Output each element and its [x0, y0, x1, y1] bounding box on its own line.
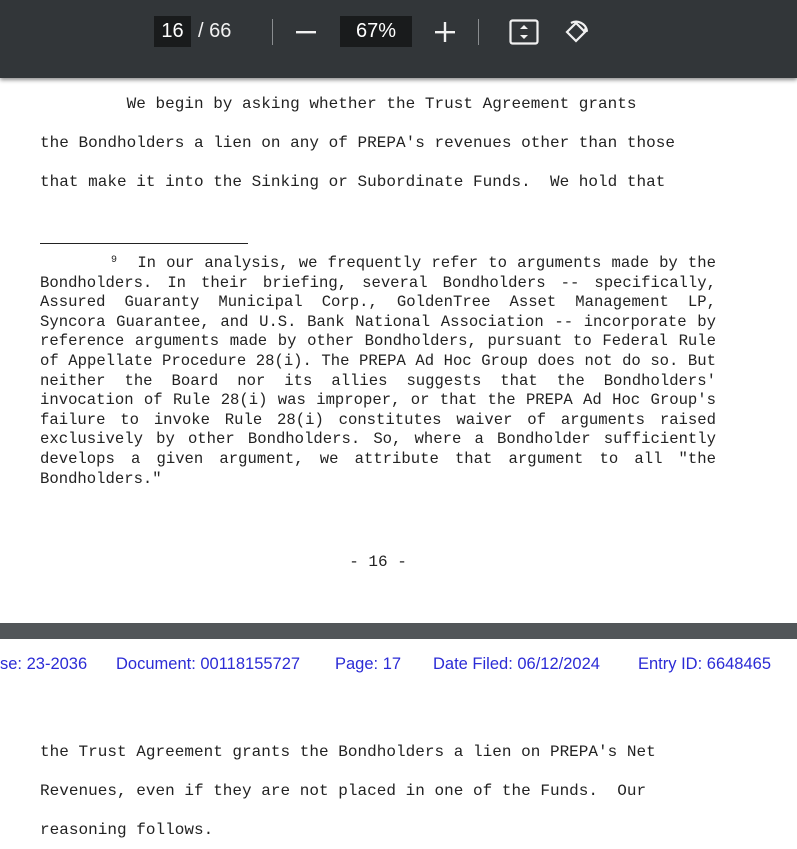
page-number: - 16 - — [349, 553, 407, 571]
body-text-line: Revenues, even if they are not placed in one of the Funds. Our — [40, 782, 647, 800]
document-number: Document: 00118155727 — [116, 655, 301, 673]
footnote-text: In our analysis, we frequently refer to arguments made by the Bondholders. In their briefing, several Bondholders -- specifically, Assured Guaranty Municipal Corp., GoldenTree Asset Management LP, Syncora Guarantee, and U.S. Bank National Association -- incorporate by reference arguments made by other Bondholders, pursuant to Federal Rule of Appellate Procedure 28(i). The PREPA Ad Hoc Group does not do so. But neither the Board nor its allies suggests that the Bondholders' invocation of Rule 28(i) was improper, or that the PREPA Ad Hoc Group's failure to invoke Rule 28(i) constitutes waiver of arguments raised exclusively by other Bondholders. So, where a Bondholder sufficiently develops a given argument, we attribute that argument to all "the Bondholders." — [40, 254, 717, 488]
body-text-line: reasoning follows. — [40, 821, 214, 839]
zoom-in-button[interactable] — [427, 14, 463, 50]
body-text-line: the Trust Agreement grants the Bondholders a lien on PREPA's Net — [40, 743, 656, 761]
toolbar-divider — [272, 19, 273, 45]
body-text-line: the Bondholders a lien on any of PREPA's revenues other than those — [40, 134, 676, 152]
zoom-out-button[interactable] — [288, 14, 324, 50]
date-filed: Date Filed: 06/12/2024 — [433, 655, 600, 673]
page-label: Page: 17 — [335, 655, 402, 673]
page-number-input[interactable]: 16 — [154, 16, 191, 47]
pdf-page — [0, 639, 797, 849]
body-text-line: We begin by asking whether the Trust Agreement grants — [40, 95, 637, 113]
page-separator: / — [198, 20, 204, 42]
pdf-toolbar — [0, 0, 797, 78]
body-text-line: that make it into the Sinking or Subordinate Funds. We hold that — [40, 173, 666, 191]
page-gap — [0, 623, 797, 639]
rotate-icon — [561, 17, 591, 47]
zoom-level-input[interactable]: 67% — [340, 16, 412, 47]
fit-to-page-button[interactable] — [506, 14, 542, 50]
footnote-marker: 9 — [111, 255, 118, 266]
page-count — [198, 16, 231, 47]
toolbar-divider — [478, 19, 479, 45]
total-pages: 66 — [209, 20, 232, 42]
court-filing-header — [0, 655, 797, 675]
fit-page-icon — [509, 19, 539, 45]
footnote — [40, 254, 716, 489]
entry-id: Entry ID: 6648465 — [638, 655, 771, 673]
minus-icon — [295, 21, 317, 43]
pdf-page — [0, 78, 797, 623]
footnote-divider — [40, 243, 248, 244]
plus-icon — [434, 21, 456, 43]
case-number: se: 23-2036 — [0, 655, 88, 673]
rotate-button[interactable] — [558, 14, 594, 50]
